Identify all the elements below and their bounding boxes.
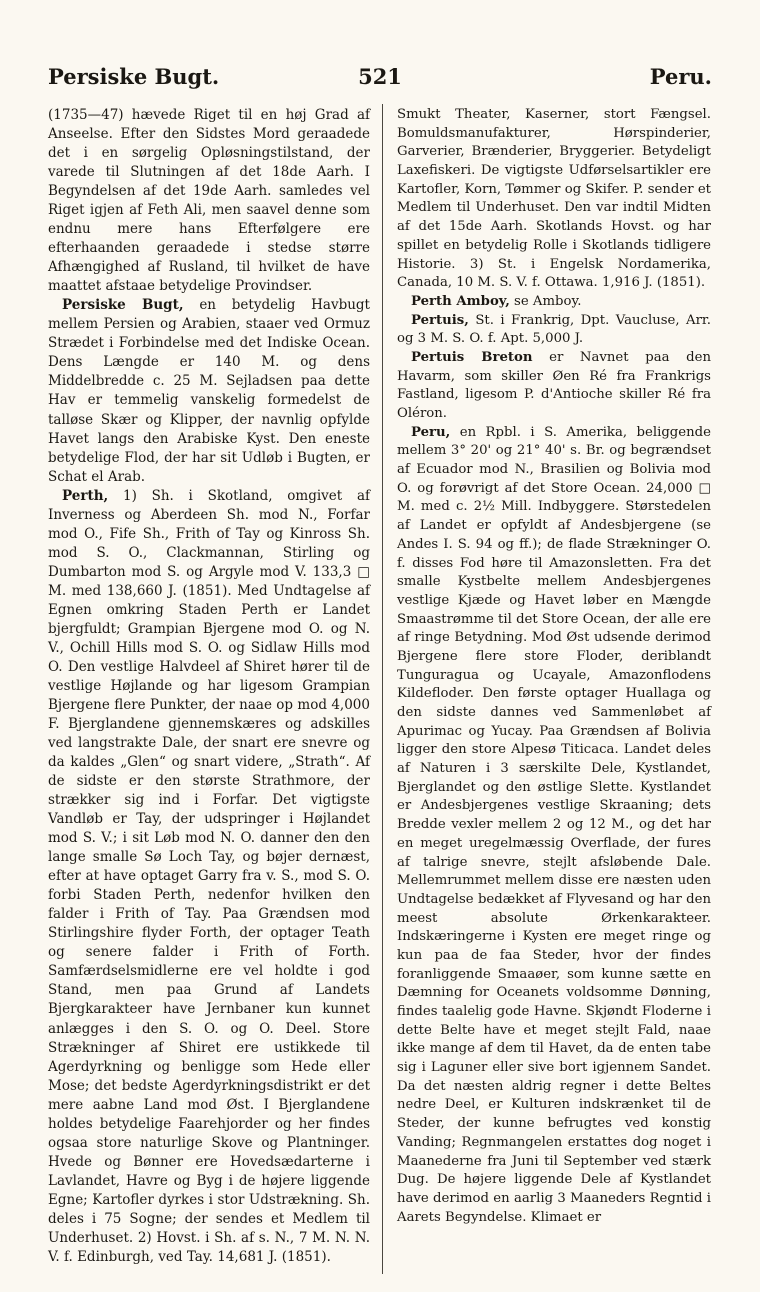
headword: Pertuis, bbox=[411, 312, 469, 328]
headword: Pertuis Breton bbox=[411, 349, 533, 365]
entry-perth: Perth, 1) Sh. i Skotland, omgivet af Inverness og Aberdeen Sh. mod N., Forfar mod O., Fife Sh., Frith of Tay og Kinross Sh. mod S. O., Clackmannan, Stirling og Dumbarton mod S. og Argyle mod V. 133,3 □ M. med 138,660 J. (1851). Med Undtagelse af Egnen omkring Staden Perth er Landet bjergfuldt; Grampian Bjergene mod O. og N. V., Ochill Hills mod S. O. og Sidlaw Hills mod O. Den vestlige Halvdeel af Shiret hører til de vestlige Højlande og har ligesom Grampian Bjergene flere Punkter, der naae op mod 4,000 F. Bjerglandene gjennemskæres og adskilles ved langstrakte Dale, der snart ere snevre og da kaldes „Glen“ og snart videre, „Strath“. Af de sidste er den største Strathmore, der strækker sig ind i Forfar. Det vigtigste Vandløb er Tay, der udspringer i Højlandet mod S. V.; i sit Løb mod N. O. danner den den lange smalle Sø Loch Tay, og bøjer dernæst, efter at have optaget Garry fra v. S., mod S. O. forbi Staden Perth, nedenfor hvilken den falder i Frith of Tay. Paa Grændsen mod Stirlingshire flyder Forth, der optager Teath og senere falder i Frith of Forth. Samfærdselsmidlerne ere vel holdte i god Stand, men paa Grund af Landets Bjergkarakteer have Jernbaner kun kunnet anlægges i den S. O. og O. Deel. Store Strækninger af Shiret ere ustikkede til Agerdyrkning og benligge som Hede eller Mose; det bedste Agerdyrkningsdistrikt er det mere aabne Land mod Øst. I Bjerglandene holdes betydelige Faarehjorder og her findes ogsaa store naturlige Skove og Plantninger. Hvede og Bønner ere Hovedsædarterne i Lavlandet, Havre og Byg i de højere liggende Egne; Kartofler dyrkes i stor Udstrækning. Sh. deles i 75 Sogne; der sendes et Medlem til Underhuset. 2) Hovst. i Sh. af s. N., 7 M. N. N. V. f. Edinburgh, ved Tay. 14,681 J. (1851). bbox=[48, 487, 370, 1265]
entry-pertuis-breton: Pertuis Breton er Navnet paa den Havarm, som skiller Øen Ré fra Frankrigs Fastland, ligesom P. d'Antioche skiller Ré fra Oléron. bbox=[397, 349, 711, 421]
header-right-catchword: Peru. bbox=[649, 64, 712, 89]
headword: Perth Amboy, bbox=[411, 293, 510, 309]
page-number: 521 bbox=[358, 64, 402, 89]
left-column bbox=[48, 106, 370, 1267]
right-column bbox=[397, 106, 711, 1227]
entry-continuation: (1735—47) hævede Riget til en høj Grad af Anseelse. Efter den Sidstes Mord geraadede det i en sørgelig Opløsningstilstand, der varede til Slutningen af det 18de Aarh. I Begyndelsen af det 19de Aarh. samledes vel Riget igjen af Feth Ali, men saavel denne som endnu mere hans Efterfølgere ere efterhaanden geraadede i stedse større Afhængighed af Rusland, til hvilket de have maattet afstaae betydelige Provindser. bbox=[48, 107, 370, 295]
column-divider bbox=[382, 104, 383, 1274]
headword: Peru, bbox=[411, 424, 451, 440]
entry-perth-amboy: Perth Amboy, se Amboy. bbox=[411, 293, 582, 309]
headword: Persiske Bugt, bbox=[62, 297, 184, 314]
entry-pertuis: Pertuis, St. i Frankrig, Dpt. Vaucluse, Arr. og 3 M. S. O. f. Apt. 5,000 J. bbox=[397, 312, 711, 347]
entry-continuation: Smukt Theater, Kaserner, stort Fængsel. Bomuldsmanufakturer, Hørspinderier, Garverier, Brænderier, Bryggerier. Betydeligt Laxefiskeri. De vigtigste Udførselsartikler ere Kartofler, Korn, Tømmer og Skifer. P. sender et Medlem til Underhuset. Den var indtil Midten af det 15de Aarh. Skotlands Hovst. og har spillet en betydelig Rolle i Skotlands tidligere Historie. 3) St. i Engelsk Nordamerika, Canada, 10 M. S. V. f. Ottawa. 1,916 J. (1851). bbox=[397, 107, 711, 291]
header-left-catchword: Persiske Bugt. bbox=[48, 64, 220, 89]
entry-persiske-bugt: Persiske Bugt, en betydelig Havbugt mellem Persien og Arabien, staaer ved Ormuz Strædet i Forbindelse med det Indiske Ocean. Dens Længde er 140 M. og dens Middelbredde c. 25 M. Sejladsen paa dette Hav er temmelig vanskelig formedelst de talløse Skær og Klipper, der navnlig opfylde Havet langs den Arabiske Kyst. Den eneste betydelige Flod, der har sit Udløb i Bugten, er Schat el Arab. bbox=[48, 297, 370, 485]
headword: Perth, bbox=[62, 487, 109, 504]
running-header bbox=[48, 64, 712, 98]
entry-peru: Peru, en Rpbl. i S. Amerika, beliggende mellem 3° 20' og 21° 40' s. Br. og begrændset af Ecuador mod N., Brasilien og Bolivia mod O. og forøvrigt af det Store Ocean. 24,000 □ M. med c. 2½ Mill. Indbyggere. Størstedelen af Landet er opfyldt af Andesbjergene (se Andes I. S. 94 og ff.); de flade Strækninger O. f. disses Fod høre til Amazonsletten. Fra det smalle Kystbelte mellem Andesbjergenes vestlige Kjæde og Havet løber en Mængde Smaastrømme til det Store Ocean, der alle ere af ringe Betydning. Mod Øst udsende derimod Bjergene flere store Floder, deriblandt Tunguragua og Ucayale, Amazonflodens Kildefloder. Den første optager Huallaga og den sidste dannes ved Sammenløbet af Apurimac og Yucay. Paa Grændsen af Bolivia ligger den store Alpesø Titicaca. Landet deles af Naturen i 3 særskilte Dele, Kystlandet, Bjerglandet og den østlige Slette. Kystlandet er Andesbjergenes vestlige Skraaning; dets Bredde vexler mellem 2 og 12 M., og det har en meget uregelmæssig Overflade, der fures af talrige snevre, stejlt afsløbende Dale. Mellemrummet mellem disse ere næsten uden Undtagelse bedækket af Flyvesand og har den meest absolute Ørkenkarakteer. Indskæringerne i Kysten ere meget ringe og kun paa de faa Steder, hvor der findes foranliggende Smaaøer, som kunne sætte en Dæmning for Oceanets voldsomme Dønning, findes taalelig gode Havne. Skjøndt Floderne i dette Belte have et meget stejlt Fald, naae ikke mange af dem til Havet, da de enten tabe sig i Laguner eller sive bort igjennem Sandet. Da det næsten aldrig regner i dette Beltes nedre Deel, er Kulturen indskrænket til de Steder, der kunne befrugtes ved konstig Vanding; Regnmangelen erstattes dog noget i Maanederne fra Juni til September ved stærk Dug. De højere liggende Dele af Kystlandet have derimod en aarlig 3 Maaneders Regntid i Aarets Begyndelse. Klimaet er bbox=[397, 424, 711, 1225]
